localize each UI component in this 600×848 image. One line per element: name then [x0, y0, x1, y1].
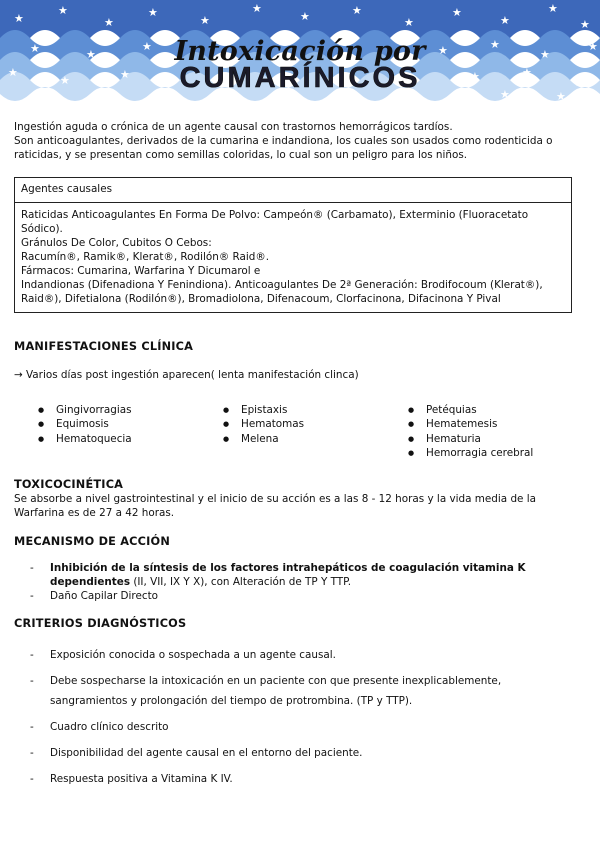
list-item: - Respuesta positiva a Vitamina K IV. — [30, 769, 578, 789]
list-item: ● Hematomas — [223, 417, 304, 431]
manifestations-col-1 — [38, 403, 132, 446]
svg-text:★: ★ — [36, 88, 46, 101]
svg-text:★: ★ — [120, 68, 130, 81]
svg-text:★: ★ — [588, 40, 598, 53]
svg-text:★: ★ — [452, 6, 462, 19]
intro-line-1: Ingestión aguda o crónica de un agente causal con trastornos hemorrágicos tardíos. — [14, 121, 453, 133]
svg-text:★: ★ — [500, 88, 510, 101]
list-item: ● Melena — [223, 432, 304, 446]
svg-text:★: ★ — [556, 90, 566, 103]
title-line-2: CUMARÍNICOS — [179, 62, 421, 94]
criteria-heading: CRITERIOS DIAGNÓSTICOS — [14, 617, 187, 630]
list-item — [30, 561, 578, 589]
list-item: ● Hematuria — [408, 432, 533, 446]
svg-text:★: ★ — [58, 4, 68, 17]
list-item: ● Hematemesis — [408, 417, 533, 431]
svg-text:★: ★ — [300, 10, 310, 23]
mechanism-heading: MECANISMO DE ACCIÓN — [14, 535, 170, 548]
list-item: ● Gingivorragias — [38, 403, 132, 417]
list-item: ● Epistaxis — [223, 403, 304, 417]
svg-text:★: ★ — [200, 14, 210, 27]
list-item: ● Petéquias — [408, 403, 533, 417]
mechanism-item-rest: (II, VII, IX Y X), con Alteración de TP Y TTP. — [130, 576, 352, 588]
svg-text:★: ★ — [8, 66, 18, 79]
list-item: - Disponibilidad del agente causal en el entorno del paciente. — [30, 743, 578, 763]
svg-text:★: ★ — [14, 12, 24, 25]
agents-line: Fármacos: Cumarina, Warfarina Y Dicumarol e — [21, 265, 261, 277]
list-item: ● Hemorragia cerebral — [408, 446, 533, 460]
toxicokinetics-heading: TOXICOCINÉTICA — [14, 478, 124, 491]
list-item: - Exposición conocida o sospechada a un agente causal. — [30, 645, 578, 665]
toxicokinetics-text: Se absorbe a nivel gastrointestinal y el inicio de su acción es a las 8 - 12 horas y la vida media de la Warfarina es de 27 a 42 horas. — [14, 493, 537, 519]
agents-line: Raticidas Anticoagulantes En Forma De Polvo: Campeón® (Carbamato), Exterminio (Fluoracetato Sódico). — [21, 209, 529, 235]
svg-text:★: ★ — [86, 48, 96, 61]
title-line-1: Intoxicación por — [174, 36, 426, 67]
svg-text:★: ★ — [438, 44, 448, 57]
svg-text:★: ★ — [92, 90, 102, 103]
svg-text:★: ★ — [580, 18, 590, 31]
svg-text:★: ★ — [548, 2, 558, 15]
intro-paragraph — [14, 120, 586, 162]
list-item: - Debe sospecharse la intoxicación en un paciente con que presente inexplicablemente, sangramientos y prolongación del tiempo de protrombina. (TP y TTP). — [30, 671, 578, 711]
svg-text:★: ★ — [252, 2, 262, 15]
mechanism-list — [30, 561, 578, 603]
svg-text:★: ★ — [574, 76, 584, 89]
svg-text:★: ★ — [500, 14, 510, 27]
svg-text:★: ★ — [148, 6, 158, 19]
intro-line-2: Son anticoagulantes, derivados de la cumarina e indandiona, los cuales son usados como rodenticida o raticidas, y se presentan como semillas coloridas, lo cual son un peligro para los niños. — [14, 135, 553, 161]
svg-text:★: ★ — [470, 70, 480, 83]
svg-text:★: ★ — [490, 38, 500, 51]
agents-line: Racumín®, Ramik®, Klerat®, Rodilón® Raid®. — [21, 251, 270, 263]
svg-text:★: ★ — [142, 40, 152, 53]
list-item: - Daño Capilar Directo — [30, 589, 578, 603]
list-item: ● Equimosis — [38, 417, 132, 431]
svg-text:★: ★ — [540, 48, 550, 61]
agents-body — [15, 203, 571, 312]
svg-text:★: ★ — [522, 66, 532, 79]
svg-text:★: ★ — [404, 16, 414, 29]
criteria-list — [30, 645, 578, 795]
manifestations-heading: MANIFESTACIONES CLÍNICA — [14, 340, 194, 353]
manifestations-arrow-text: → Varios días post ingestión aparecen( lenta manifestación clinca) — [14, 369, 359, 381]
agents-header: Agentes causales — [15, 178, 571, 203]
list-item: - Cuadro clínico descrito — [30, 717, 578, 737]
svg-text:★: ★ — [104, 16, 114, 29]
svg-text:★: ★ — [60, 74, 70, 87]
list-item: ● Hematoquecia — [38, 432, 132, 446]
manifestations-col-3 — [408, 403, 533, 461]
mechanism-item-bold: Inhibición de la síntesis de los factores intrahepáticos de coagulación vitamina K dependientes — [50, 562, 526, 588]
manifestations-col-2 — [223, 403, 304, 446]
svg-text:★: ★ — [352, 4, 362, 17]
svg-text:★: ★ — [30, 42, 40, 55]
agents-line: Gránulos De Color, Cubitos O Cebos: — [21, 237, 212, 249]
agents-line: Indandionas (Difenadiona Y Fenindiona). Anticoagulantes De 2ª Generación: Brodifocoum (Klerat®), Raid®), Difetialona (Rodilón®), Bromadiolona, Difenacoum, Clorfacinona, Difacinona Y Pival — [21, 279, 543, 305]
agents-table — [14, 177, 572, 313]
